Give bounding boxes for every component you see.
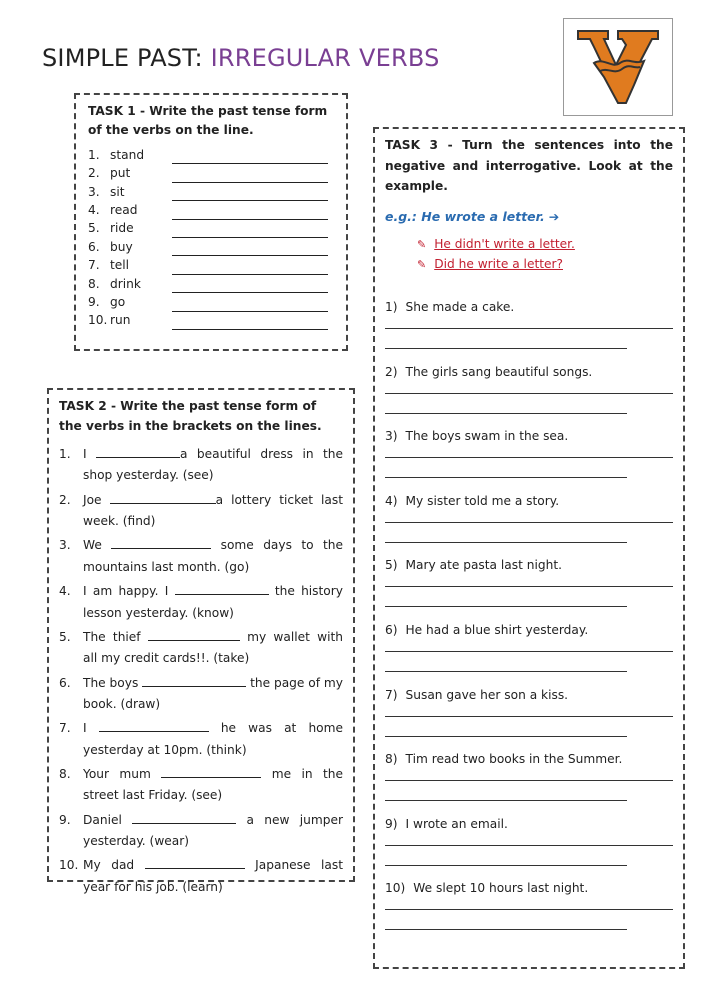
task1-list <box>88 146 334 330</box>
task2-item <box>59 718 343 761</box>
item-number: 1. <box>59 447 71 461</box>
item-text: She made a cake. <box>405 300 515 314</box>
task1-item <box>88 220 334 238</box>
item-sentence <box>385 815 673 833</box>
answer-line[interactable] <box>385 586 673 587</box>
example-label: e.g.: He wrote a letter. <box>385 208 545 224</box>
answer-line[interactable] <box>385 780 673 781</box>
item-verb: go <box>110 295 126 310</box>
sentence-start: I am happy. I <box>83 584 175 599</box>
answer-line[interactable] <box>385 909 673 910</box>
sentence-start: I <box>83 447 97 461</box>
logo <box>563 18 673 116</box>
item-sentence <box>385 686 673 704</box>
task3-box <box>373 127 685 969</box>
item-number: 8) <box>385 752 398 767</box>
sentence-start: Joe <box>83 492 110 507</box>
item-verb: buy <box>110 239 133 254</box>
answer-line[interactable] <box>172 299 328 312</box>
item-number: 4. <box>59 584 71 599</box>
item-number: 2. <box>59 492 71 507</box>
wv-logo-icon <box>564 19 672 115</box>
item-text: The boys swam in the sea. <box>405 429 569 444</box>
task2-item <box>59 581 343 624</box>
task3-item <box>385 750 673 815</box>
answer-blank[interactable] <box>96 445 180 458</box>
task1-item <box>88 312 334 330</box>
item-text: Mary ate pasta last night. <box>405 558 562 573</box>
answer-blank[interactable] <box>132 811 236 824</box>
item-text <box>83 490 343 533</box>
task1-item <box>88 275 334 293</box>
sentence-end: Japanese last year for his job. (learn) <box>83 858 343 894</box>
answer-line[interactable] <box>385 865 627 866</box>
item-number: 3. <box>88 184 100 199</box>
task1-item <box>88 201 334 219</box>
item-number: 3) <box>385 429 398 444</box>
answer-line[interactable] <box>385 671 627 672</box>
task2-list <box>59 444 343 898</box>
item-number: 7. <box>59 721 71 736</box>
item-number: 4. <box>88 203 100 218</box>
answer-line[interactable] <box>385 845 673 846</box>
item-number: 3. <box>59 538 71 553</box>
item-sentence <box>385 427 673 445</box>
item-number: 4) <box>385 493 398 508</box>
item-number: 10. <box>59 858 79 873</box>
answer-line[interactable] <box>385 716 673 717</box>
answer-line[interactable] <box>385 393 673 394</box>
item-number: 8. <box>59 766 71 781</box>
item-text <box>83 810 343 853</box>
item-number: 2) <box>385 364 398 379</box>
answer-line[interactable] <box>385 522 673 523</box>
sentence-end: some days to the mountains last month. (go) <box>83 538 343 574</box>
answer-line[interactable] <box>172 207 328 220</box>
item-text <box>83 764 343 807</box>
answer-line[interactable] <box>385 413 627 414</box>
answer-line[interactable] <box>172 151 328 164</box>
item-verb: run <box>110 313 131 328</box>
sentence-end: a new jumper yesterday. (wear) <box>83 812 343 849</box>
item-text: The girls sang beautiful songs. <box>405 364 593 379</box>
item-sentence <box>385 879 673 897</box>
item-number: 8. <box>88 276 100 291</box>
title-main: SIMPLE PAST: <box>42 44 211 72</box>
answer-line[interactable] <box>172 280 328 293</box>
task2-item <box>59 627 343 670</box>
answer-blank[interactable] <box>145 856 245 869</box>
answer-line[interactable] <box>385 736 627 737</box>
answer-line[interactable] <box>385 477 627 478</box>
sentence-end: the history lesson yesterday. (know) <box>83 584 343 620</box>
title-accent: IRREGULAR VERBS <box>210 44 440 72</box>
example-interrogative-text: Did he write a letter? <box>434 256 563 271</box>
sentence-start: The boys <box>83 675 143 690</box>
task1-item <box>88 256 334 274</box>
item-number: 7. <box>88 258 100 273</box>
answer-line[interactable] <box>385 800 627 801</box>
arrow-right-icon: ➔ <box>548 208 560 224</box>
example-sentence <box>385 208 673 227</box>
answer-line[interactable] <box>385 542 627 543</box>
item-number: 1) <box>385 300 398 314</box>
task2-box <box>47 388 355 894</box>
item-text <box>83 627 343 670</box>
item-sentence <box>385 363 673 381</box>
answer-line[interactable] <box>385 651 673 652</box>
item-number: 9. <box>88 295 100 310</box>
item-sentence <box>385 556 673 574</box>
task1-item <box>88 293 334 311</box>
item-sentence <box>385 298 673 316</box>
example-negative-text: He didn't write a letter. <box>434 237 575 251</box>
item-number: 10) <box>385 881 406 896</box>
task3-list <box>385 298 673 944</box>
answer-blank[interactable] <box>99 719 209 732</box>
page-title <box>42 44 440 72</box>
item-number: 9) <box>385 816 398 831</box>
item-text: Tim read two books in the Summer. <box>405 752 623 767</box>
item-number: 10. <box>88 313 108 328</box>
item-sentence <box>385 492 673 510</box>
answer-line[interactable] <box>385 606 627 607</box>
item-text: My sister told me a story. <box>405 493 560 508</box>
item-number: 9. <box>59 812 71 827</box>
task1-item <box>88 146 334 164</box>
task3-item <box>385 686 673 751</box>
sentence-end: the page of my book. (draw) <box>83 675 343 711</box>
item-verb: drink <box>110 276 141 291</box>
task2-item <box>59 855 343 898</box>
example-interrogative <box>417 255 673 275</box>
sentence-start: We <box>83 538 112 553</box>
sentence-end: a lottery ticket last week. (find) <box>83 492 343 529</box>
answer-line[interactable] <box>172 317 328 330</box>
task3-item <box>385 621 673 686</box>
item-text: He had a blue shirt yesterday. <box>405 622 589 637</box>
answer-blank[interactable] <box>111 536 211 549</box>
item-text <box>83 535 343 578</box>
task1-item <box>88 238 334 256</box>
item-text <box>83 718 343 761</box>
task2-item <box>59 535 343 578</box>
answer-line[interactable] <box>172 262 328 275</box>
task3-item <box>385 363 673 428</box>
answer-line[interactable] <box>385 348 627 349</box>
item-verb: sit <box>110 184 125 199</box>
task2-item <box>59 490 343 533</box>
item-number: 1. <box>88 147 100 162</box>
answer-line[interactable] <box>385 457 673 458</box>
item-text <box>83 673 343 716</box>
sentence-end: my wallet with all my credit cards!!. (take) <box>83 629 343 666</box>
answer-line[interactable] <box>172 188 328 201</box>
item-number: 5) <box>385 558 398 573</box>
sentence-end: me in the street last Friday. (see) <box>83 766 343 803</box>
task3-heading: TASK 3 - Turn the sentences into the negative and interrogative. Look at the example. <box>385 138 673 193</box>
item-verb: stand <box>110 147 145 162</box>
item-number: 6. <box>59 675 71 690</box>
answer-blank[interactable] <box>175 582 269 595</box>
item-text: I wrote an email. <box>405 816 508 831</box>
item-verb: ride <box>110 221 134 236</box>
item-text <box>83 444 343 487</box>
sentence-start: My dad <box>83 858 145 873</box>
example-negative <box>417 235 673 255</box>
task3-item <box>385 556 673 621</box>
task1-item <box>88 183 334 201</box>
answer-line[interactable] <box>172 170 328 183</box>
pencil-icon: ✎ <box>417 257 427 271</box>
item-verb: tell <box>110 258 130 273</box>
answer-line[interactable] <box>172 225 328 238</box>
sentence-start: The thief <box>83 629 148 644</box>
item-number: 6) <box>385 622 398 637</box>
answer-line[interactable] <box>172 243 328 256</box>
sentence-end: a beautiful dress in the shop yesterday. (see) <box>83 447 344 483</box>
item-text: Susan gave her son a kiss. <box>405 687 569 702</box>
sentence-end: he was at home yesterday at 10pm. (think) <box>83 721 343 757</box>
task1-box <box>74 93 348 351</box>
task3-item <box>385 815 673 880</box>
answer-blank[interactable] <box>148 628 240 641</box>
task3-item <box>385 427 673 492</box>
item-verb: read <box>110 203 138 218</box>
task1-heading: TASK 1 - Write the past tense form of the verbs on the line. <box>88 104 328 137</box>
sentence-start: Your mum <box>83 766 162 781</box>
item-sentence <box>385 621 673 639</box>
task2-item <box>59 764 343 807</box>
task1-item <box>88 164 334 182</box>
item-sentence <box>385 750 673 768</box>
task2-heading: TASK 2 - Write the past tense form of the verbs in the brackets on the lines. <box>59 399 322 433</box>
item-number: 5. <box>88 221 100 236</box>
task2-item <box>59 673 343 716</box>
answer-blank[interactable] <box>110 491 216 504</box>
pencil-icon: ✎ <box>417 238 427 251</box>
task3-item <box>385 492 673 557</box>
item-number: 2. <box>88 166 100 181</box>
answer-blank[interactable] <box>142 674 246 687</box>
task2-item <box>59 444 343 487</box>
task2-item <box>59 810 343 853</box>
answer-line[interactable] <box>385 929 627 930</box>
item-number: 7) <box>385 687 398 702</box>
task3-item <box>385 298 673 363</box>
item-text <box>83 581 343 624</box>
sentence-start: Daniel <box>83 812 133 827</box>
task3-item <box>385 879 673 944</box>
item-text: We slept 10 hours last night. <box>413 881 589 896</box>
answer-blank[interactable] <box>161 765 261 778</box>
item-number: 5. <box>59 629 71 644</box>
item-number: 6. <box>88 239 100 254</box>
item-verb: put <box>110 166 131 181</box>
answer-line[interactable] <box>385 328 673 329</box>
sentence-start: I <box>83 721 99 736</box>
item-text <box>83 855 343 898</box>
